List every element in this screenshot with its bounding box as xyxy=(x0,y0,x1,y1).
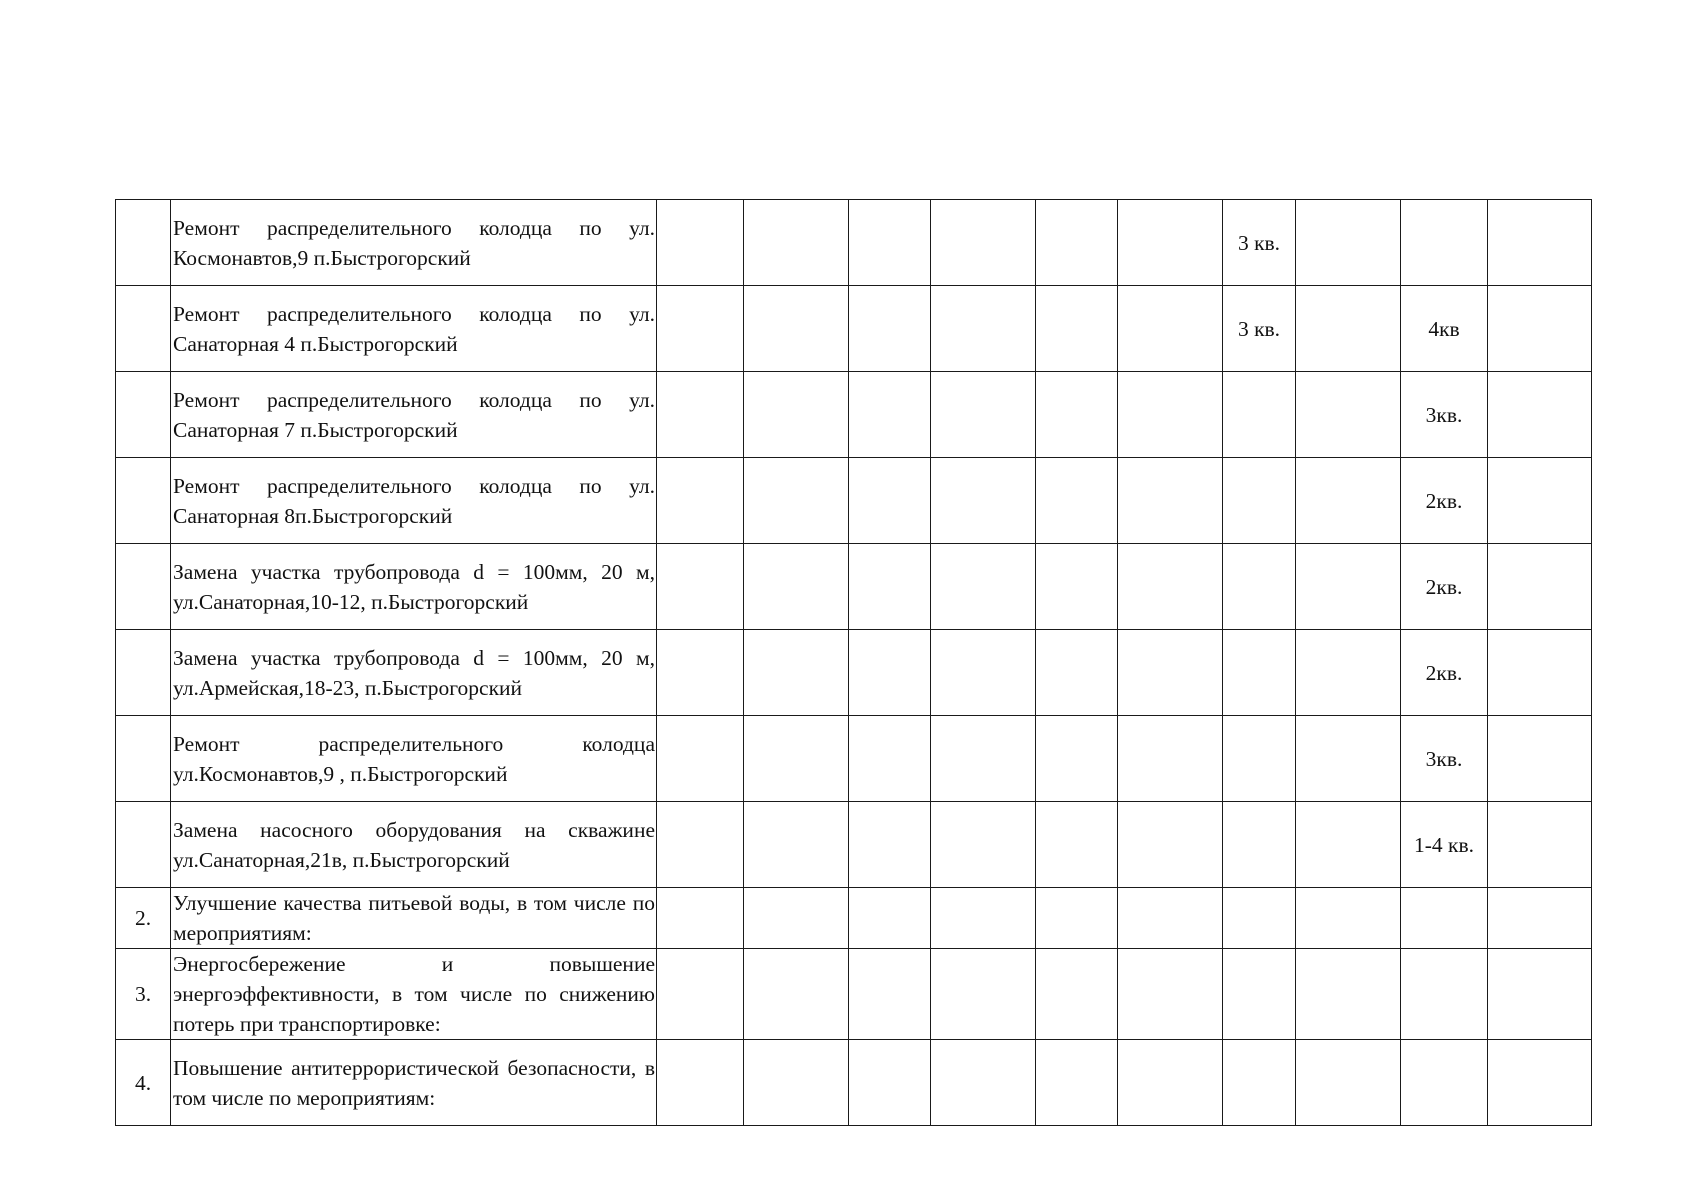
schedule-cell xyxy=(744,802,849,888)
schedule-cell xyxy=(931,630,1036,716)
schedule-cell xyxy=(1036,949,1118,1040)
schedule-cell xyxy=(1118,372,1223,458)
schedule-cell xyxy=(849,286,931,372)
schedule-cell xyxy=(1118,888,1223,949)
schedule-cell xyxy=(1296,630,1401,716)
measure-description: Замена участка трубопровода d = 100мм, 20 м, ул.Армейская,18-23, п.Быстрогорский xyxy=(173,645,655,700)
schedule-cell xyxy=(931,458,1036,544)
schedule-cell xyxy=(657,1040,744,1126)
plan-table xyxy=(115,199,1592,1126)
schedule-cell xyxy=(1036,286,1118,372)
schedule-cell: 2кв. xyxy=(1401,630,1488,716)
schedule-cell xyxy=(657,544,744,630)
measure-description: Замена участка трубопровода d = 100мм, 20 м, ул.Санаторная,10-12, п.Быстрогорский xyxy=(173,559,655,614)
schedule-cell xyxy=(657,458,744,544)
schedule-cell xyxy=(744,458,849,544)
schedule-cell xyxy=(849,372,931,458)
measure-description-cell xyxy=(171,1040,657,1126)
schedule-cell xyxy=(1118,716,1223,802)
measure-description: Замена насосного оборудования на скважине ул.Санаторная,21в, п.Быстрогорский xyxy=(173,817,655,872)
schedule-cell xyxy=(1296,888,1401,949)
schedule-cell xyxy=(1488,949,1592,1040)
schedule-cell: 3 кв. xyxy=(1223,286,1296,372)
schedule-cell xyxy=(1223,802,1296,888)
schedule-cell xyxy=(1401,949,1488,1040)
measure-description: Энергосбережение и повышение энергоэффективности, в том числе по снижению потерь при транспортировке: xyxy=(173,952,655,1036)
table-row xyxy=(116,1040,1592,1126)
schedule-cell xyxy=(1036,544,1118,630)
table-row xyxy=(116,286,1592,372)
table-row xyxy=(116,888,1592,949)
measure-description-cell xyxy=(171,200,657,286)
schedule-cell xyxy=(1401,1040,1488,1126)
schedule-cell xyxy=(1223,716,1296,802)
measure-description: Ремонт распределительного колодца по ул. Космонавтов,9 п.Быстрогорский xyxy=(173,215,655,270)
schedule-cell xyxy=(1223,888,1296,949)
schedule-cell xyxy=(657,802,744,888)
table-row xyxy=(116,372,1592,458)
schedule-cell xyxy=(1036,716,1118,802)
measure-description-cell xyxy=(171,544,657,630)
schedule-cell xyxy=(1488,544,1592,630)
measure-description: Ремонт распределительного колодца по ул. Санаторная 4 п.Быстрогорский xyxy=(173,301,655,356)
row-number-cell xyxy=(116,200,171,286)
measure-description-cell xyxy=(171,630,657,716)
schedule-cell xyxy=(1036,200,1118,286)
schedule-cell xyxy=(849,716,931,802)
schedule-cell xyxy=(1488,630,1592,716)
measure-description: Повышение антитеррористической безопасности, в том числе по мероприятиям: xyxy=(173,1055,655,1110)
schedule-cell xyxy=(744,544,849,630)
schedule-cell xyxy=(744,1040,849,1126)
schedule-cell xyxy=(744,716,849,802)
schedule-cell xyxy=(1036,372,1118,458)
schedule-cell: 3 кв. xyxy=(1223,200,1296,286)
schedule-cell: 1-4 кв. xyxy=(1401,802,1488,888)
schedule-cell xyxy=(1118,949,1223,1040)
schedule-cell xyxy=(1488,286,1592,372)
row-number-cell xyxy=(116,716,171,802)
schedule-cell xyxy=(1296,716,1401,802)
schedule-cell xyxy=(744,286,849,372)
schedule-cell xyxy=(1118,200,1223,286)
schedule-cell xyxy=(1223,1040,1296,1126)
measure-description: Улучшение качества питьевой воды, в том числе по мероприятиям: xyxy=(173,891,655,945)
schedule-cell xyxy=(1296,200,1401,286)
schedule-cell xyxy=(744,372,849,458)
schedule-cell xyxy=(1118,630,1223,716)
table-row xyxy=(116,200,1592,286)
measure-description: Ремонт распределительного колодца по ул. Санаторная 8п.Быстрогорский xyxy=(173,473,655,528)
table-row xyxy=(116,716,1592,802)
measure-description-cell xyxy=(171,372,657,458)
schedule-cell: 2кв. xyxy=(1401,544,1488,630)
schedule-cell xyxy=(849,1040,931,1126)
schedule-cell xyxy=(849,458,931,544)
table-row xyxy=(116,630,1592,716)
measure-description-cell xyxy=(171,716,657,802)
schedule-cell xyxy=(1296,544,1401,630)
schedule-cell xyxy=(1036,888,1118,949)
schedule-cell xyxy=(1488,888,1592,949)
row-number-cell xyxy=(116,630,171,716)
schedule-cell xyxy=(1488,458,1592,544)
schedule-cell xyxy=(1401,200,1488,286)
schedule-cell: 3кв. xyxy=(1401,372,1488,458)
measure-description: Ремонт распределительного колодца по ул. Санаторная 7 п.Быстрогорский xyxy=(173,387,655,442)
schedule-cell xyxy=(931,200,1036,286)
schedule-cell xyxy=(1401,888,1488,949)
schedule-cell: 4кв xyxy=(1401,286,1488,372)
schedule-cell xyxy=(657,200,744,286)
measure-description-cell xyxy=(171,286,657,372)
schedule-cell xyxy=(657,286,744,372)
schedule-cell xyxy=(1296,949,1401,1040)
schedule-cell xyxy=(849,200,931,286)
schedule-cell xyxy=(1488,716,1592,802)
schedule-cell xyxy=(849,888,931,949)
schedule-cell xyxy=(1223,458,1296,544)
schedule-cell xyxy=(1118,458,1223,544)
row-number-cell xyxy=(116,544,171,630)
row-number-cell xyxy=(116,372,171,458)
schedule-cell xyxy=(931,888,1036,949)
schedule-cell xyxy=(931,544,1036,630)
row-number-cell xyxy=(116,286,171,372)
table-row xyxy=(116,802,1592,888)
schedule-cell xyxy=(1296,458,1401,544)
schedule-cell: 2кв. xyxy=(1401,458,1488,544)
schedule-cell xyxy=(1223,544,1296,630)
schedule-cell xyxy=(931,372,1036,458)
table-body xyxy=(116,200,1592,1126)
schedule-cell xyxy=(1488,802,1592,888)
schedule-cell xyxy=(1223,630,1296,716)
schedule-cell xyxy=(1036,458,1118,544)
row-number-cell: 2. xyxy=(116,888,171,949)
table-row xyxy=(116,458,1592,544)
schedule-cell xyxy=(931,716,1036,802)
measure-description-cell xyxy=(171,802,657,888)
schedule-cell xyxy=(657,888,744,949)
schedule-cell xyxy=(744,200,849,286)
measure-description-cell xyxy=(171,888,657,949)
table-row xyxy=(116,949,1592,1040)
schedule-cell xyxy=(1118,802,1223,888)
schedule-cell xyxy=(1223,949,1296,1040)
schedule-cell xyxy=(657,630,744,716)
schedule-cell xyxy=(849,630,931,716)
schedule-cell xyxy=(1223,372,1296,458)
schedule-cell xyxy=(931,1040,1036,1126)
schedule-cell xyxy=(1488,1040,1592,1126)
schedule-cell xyxy=(849,802,931,888)
schedule-cell xyxy=(1296,372,1401,458)
schedule-cell xyxy=(657,716,744,802)
schedule-cell xyxy=(744,888,849,949)
schedule-cell xyxy=(1296,802,1401,888)
table-row xyxy=(116,544,1592,630)
schedule-cell xyxy=(657,949,744,1040)
schedule-cell xyxy=(931,286,1036,372)
schedule-cell xyxy=(931,949,1036,1040)
schedule-cell xyxy=(1036,1040,1118,1126)
row-number-cell: 3. xyxy=(116,949,171,1040)
schedule-cell xyxy=(744,949,849,1040)
schedule-cell xyxy=(1488,200,1592,286)
schedule-cell: 3кв. xyxy=(1401,716,1488,802)
row-number-cell xyxy=(116,458,171,544)
schedule-cell xyxy=(1296,1040,1401,1126)
schedule-cell xyxy=(1036,802,1118,888)
row-number-cell: 4. xyxy=(116,1040,171,1126)
schedule-cell xyxy=(1296,286,1401,372)
measure-description-cell xyxy=(171,458,657,544)
schedule-cell xyxy=(1118,1040,1223,1126)
schedule-cell xyxy=(1488,372,1592,458)
schedule-cell xyxy=(1118,544,1223,630)
schedule-cell xyxy=(657,372,744,458)
schedule-cell xyxy=(849,949,931,1040)
measure-description: Ремонт распределительного колодца ул.Космонавтов,9 , п.Быстрогорский xyxy=(173,731,655,786)
schedule-cell xyxy=(1118,286,1223,372)
measure-description-cell xyxy=(171,949,657,1040)
schedule-cell xyxy=(849,544,931,630)
row-number-cell xyxy=(116,802,171,888)
schedule-cell xyxy=(931,802,1036,888)
schedule-cell xyxy=(744,630,849,716)
schedule-cell xyxy=(1036,630,1118,716)
